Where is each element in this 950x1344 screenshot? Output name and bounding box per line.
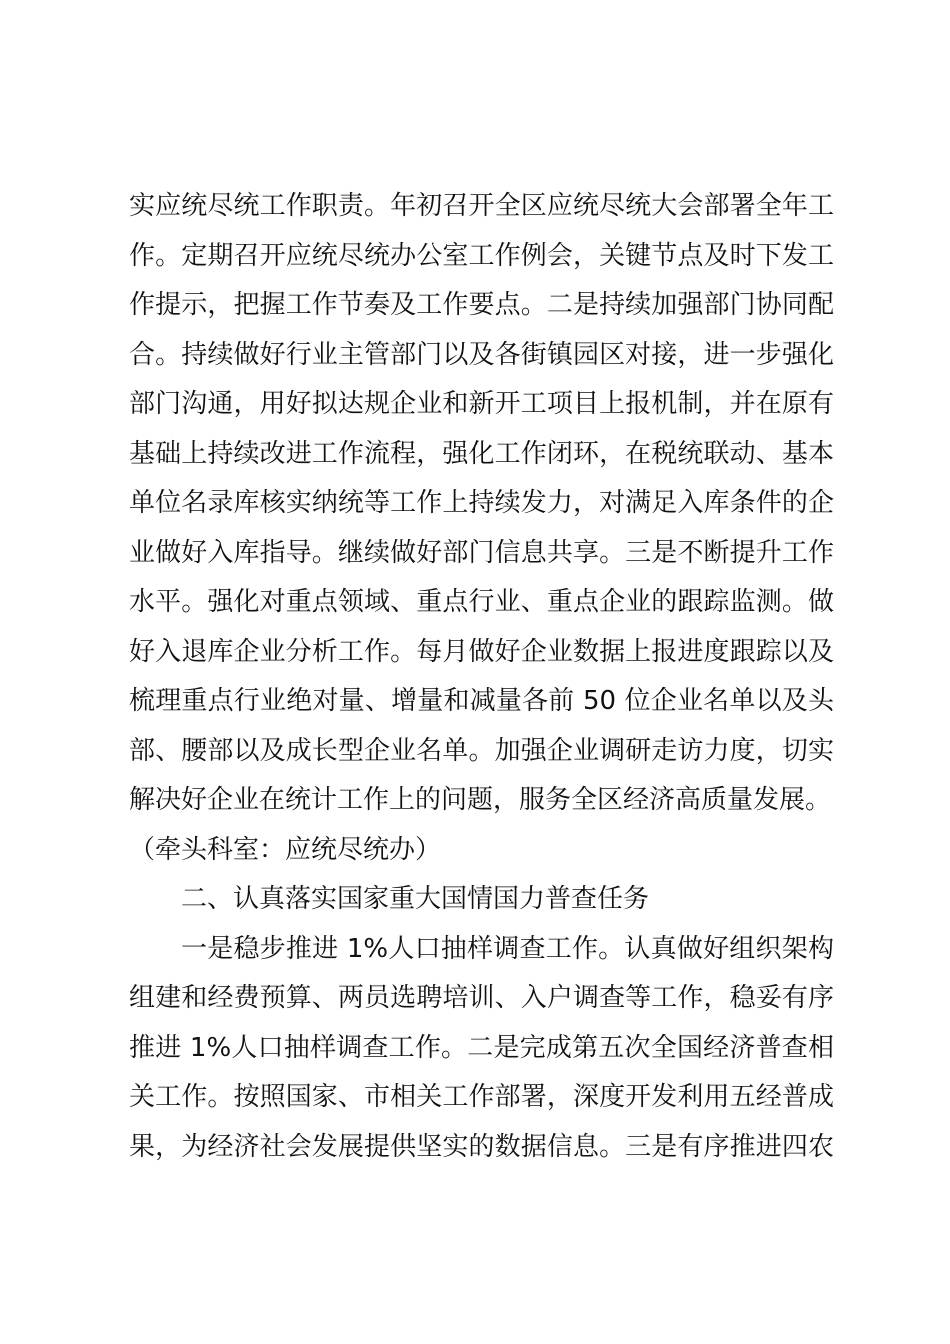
text-line: 好入退库企业分析工作。每月做好企业数据上报进度跟踪以及: [129, 636, 834, 667]
text-line: 部门沟通，用好拟达规企业和新开工项目上报机制，并在原有: [129, 389, 834, 419]
text-line: 组建和经费预算、两员选聘培训、入户调查等工作，稳妥有序: [129, 983, 834, 1013]
text-line: 单位名录库核实纳统等工作上持续发力，对满足入库条件的企: [129, 488, 834, 518]
paragraph-first-line: 一是稳步推进 1%人口抽样调查工作。认真做好组织架构: [181, 933, 834, 964]
text-line: 业做好入库指导。继续做好部门信息共享。三是不断提升工作: [129, 537, 834, 568]
text-line: 水平。强化对重点领域、重点行业、重点企业的跟踪监测。做: [129, 587, 834, 617]
text-line: 实应统尽统工作职责。年初召开全区应统尽统大会部署全年工: [129, 191, 834, 221]
text-line: 梳理重点行业绝对量、增量和减量各前 50 位企业名单以及头: [129, 686, 834, 716]
text-line: 关工作。按照国家、市相关工作部署，深度开发利用五经普成: [129, 1082, 834, 1112]
text-line: 部、腰部以及成长型企业名单。加强企业调研走访力度，切实: [129, 735, 834, 766]
text-line: 合。持续做好行业主管部门以及各街镇园区对接，进一步强化: [129, 339, 834, 370]
body-text: [129, 182, 834, 1172]
text-line: 作提示，把握工作节奏及工作要点。二是持续加强部门协同配: [129, 290, 834, 320]
text-line: 解决好企业在统计工作上的问题，服务全区经济高质量发展。: [129, 785, 832, 815]
section-heading: 二、认真落实国家重大国情国力普查任务: [181, 884, 650, 914]
responsible-office-note: （牵头科室：应统尽统办）: [129, 834, 442, 865]
text-line: 作。定期召开应统尽统办公室工作例会，关键节点及时下发工: [129, 240, 834, 271]
text-line: 基础上持续改进工作流程，强化工作闭环，在税统联动、基本: [129, 438, 834, 469]
text-line: 果，为经济社会发展提供坚实的数据信息。三是有序推进四农: [129, 1131, 834, 1162]
text-line: 推进 1%人口抽样调查工作。二是完成第五次全国经济普查相: [129, 1032, 834, 1063]
